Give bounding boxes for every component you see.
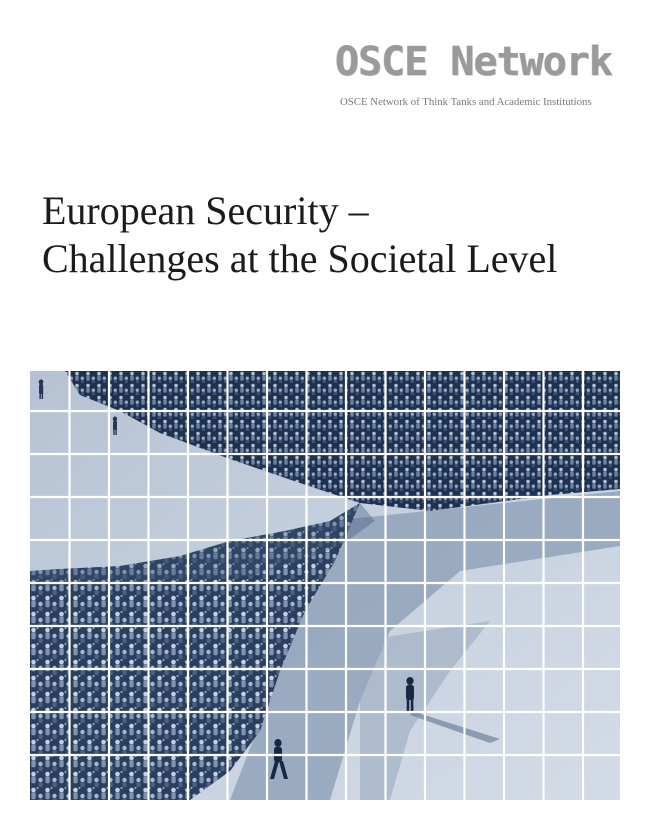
- logo-subtitle: OSCE Network of Think Tanks and Academic Institutions: [340, 96, 592, 108]
- title-line-1: European Security –: [42, 188, 369, 233]
- title-line-2: Challenges at the Societal Level: [42, 236, 558, 281]
- document-title: [42, 187, 642, 283]
- logo-wordmark: OSCE Network: [335, 39, 612, 85]
- osce-network-logo: [333, 38, 623, 118]
- crowd-grid-image: [30, 371, 620, 800]
